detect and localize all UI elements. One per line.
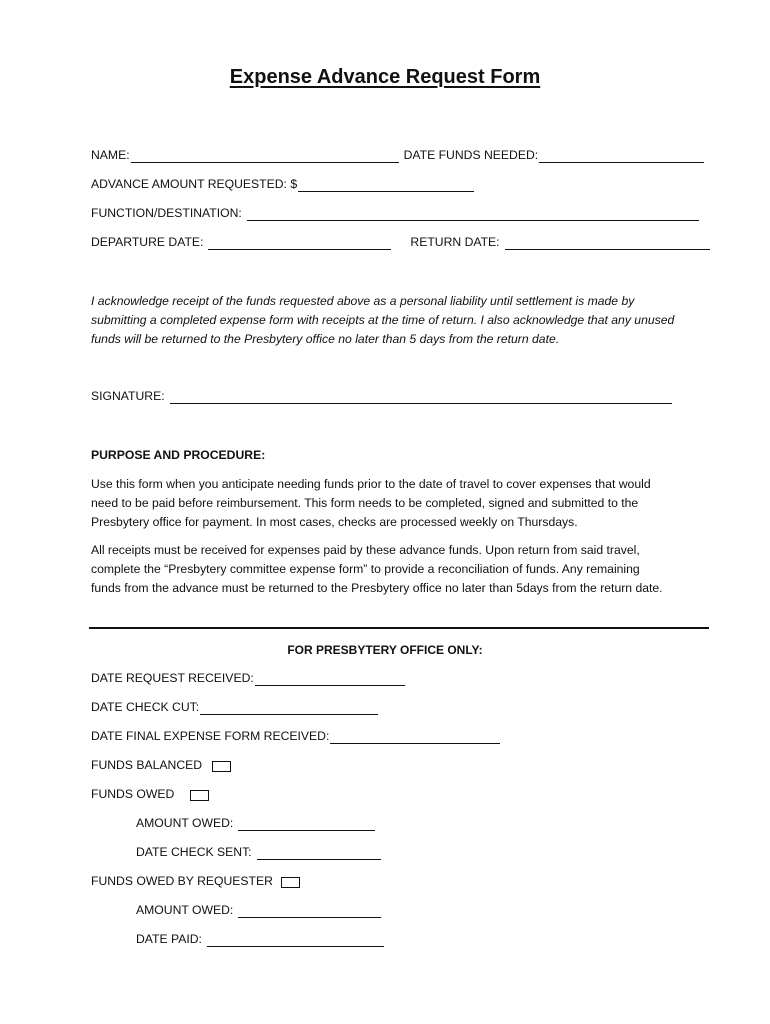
paragraph-line: complete the “Presbytery committee expense form” to provide a reconciliation of funds. Any remaining — [91, 562, 640, 576]
amount-owed-field[interactable] — [238, 818, 375, 831]
paragraph-line: Use this form when you anticipate needing funds prior to the date of travel to cover expenses that would — [91, 477, 651, 491]
departure-date-field[interactable] — [208, 237, 391, 250]
return-date-label: RETURN DATE: — [410, 235, 500, 249]
date-request-received-label: DATE REQUEST RECEIVED: — [91, 671, 254, 685]
date-check-cut-label: DATE CHECK CUT: — [91, 700, 200, 714]
funds-owed-by-requester-row — [91, 873, 300, 889]
funds-owed-checkbox[interactable] — [190, 790, 209, 801]
amount-owed-field[interactable] — [238, 905, 381, 918]
paragraph-line: need to be paid before reimbursement. This form needs to be completed, signed and submitted to the — [91, 496, 639, 510]
office-only-heading: FOR PRESBYTERY OFFICE ONLY: — [287, 643, 483, 657]
signature-label: SIGNATURE: — [91, 389, 165, 403]
purpose-paragraph-1 — [91, 475, 711, 532]
date-check-sent-row — [136, 844, 381, 860]
name-row — [91, 147, 704, 163]
date-paid-field[interactable] — [207, 934, 384, 947]
date-paid-label: DATE PAID: — [136, 932, 202, 946]
funds-owed-by-requester-checkbox[interactable] — [281, 877, 300, 888]
section-divider — [89, 627, 709, 629]
function-destination-row — [91, 205, 699, 221]
date-request-received-field[interactable] — [255, 673, 405, 686]
funds-balanced-checkbox[interactable] — [212, 761, 231, 772]
departure-date-label: DEPARTURE DATE: — [91, 235, 204, 249]
advance-amount-label: ADVANCE AMOUNT REQUESTED: $ — [91, 177, 298, 191]
paragraph-line: All receipts must be received for expenses paid by these advance funds. Upon return from said travel, — [91, 543, 640, 557]
name-field[interactable] — [131, 150, 399, 163]
date-check-cut-row — [91, 699, 378, 715]
purpose-heading: PURPOSE AND PROCEDURE: — [91, 448, 266, 462]
date-funds-needed-label: DATE FUNDS NEEDED: — [403, 148, 539, 162]
page-title: Expense Advance Request Form — [229, 66, 541, 88]
funds-owed-label: FUNDS OWED — [91, 787, 175, 801]
function-destination-label: FUNCTION/DESTINATION: — [91, 206, 242, 220]
funds-owed-row — [91, 786, 209, 802]
acknowledgement-text — [91, 292, 711, 349]
funds-balanced-label: FUNDS BALANCED — [91, 758, 203, 772]
date-request-received-row — [91, 670, 405, 686]
acknowledgement-line: submitting a completed expense form with receipts at the time of return. I also acknowledge that any unused — [91, 313, 675, 327]
date-paid-row — [136, 931, 384, 947]
funds-owed-by-requester-label: FUNDS OWED BY REQUESTER — [91, 874, 273, 888]
amount-owed-row-2 — [136, 902, 381, 918]
date-final-expense-form-field[interactable] — [330, 731, 500, 744]
signature-row — [91, 388, 672, 404]
date-check-cut-field[interactable] — [200, 702, 378, 715]
function-destination-field[interactable] — [247, 208, 699, 221]
acknowledgement-line: funds will be returned to the Presbytery office no later than 5 days from the return date. — [91, 332, 560, 346]
date-funds-needed-field[interactable] — [539, 150, 704, 163]
acknowledgement-line: I acknowledge receipt of the funds requested above as a personal liability until settlement is made by — [91, 294, 635, 308]
amount-owed-label: AMOUNT OWED: — [136, 903, 234, 917]
amount-owed-row-1 — [136, 815, 375, 831]
date-check-sent-label: DATE CHECK SENT: — [136, 845, 252, 859]
departure-return-row — [91, 234, 710, 250]
advance-amount-field[interactable] — [298, 179, 474, 192]
purpose-paragraph-2 — [91, 541, 711, 598]
return-date-field[interactable] — [505, 237, 710, 250]
date-final-expense-form-row — [91, 728, 500, 744]
advance-amount-row — [91, 176, 474, 192]
name-label: NAME: — [91, 148, 130, 162]
funds-balanced-row — [91, 757, 231, 773]
date-check-sent-field[interactable] — [257, 847, 381, 860]
paragraph-line: funds from the advance must be returned to the Presbytery office no later than 5days from the return date. — [91, 581, 663, 595]
paragraph-line: Presbytery office for payment. In most cases, checks are processed weekly on Thursdays. — [91, 515, 578, 529]
date-final-expense-form-label: DATE FINAL EXPENSE FORM RECEIVED: — [91, 729, 330, 743]
signature-field[interactable] — [170, 391, 672, 404]
amount-owed-label: AMOUNT OWED: — [136, 816, 234, 830]
